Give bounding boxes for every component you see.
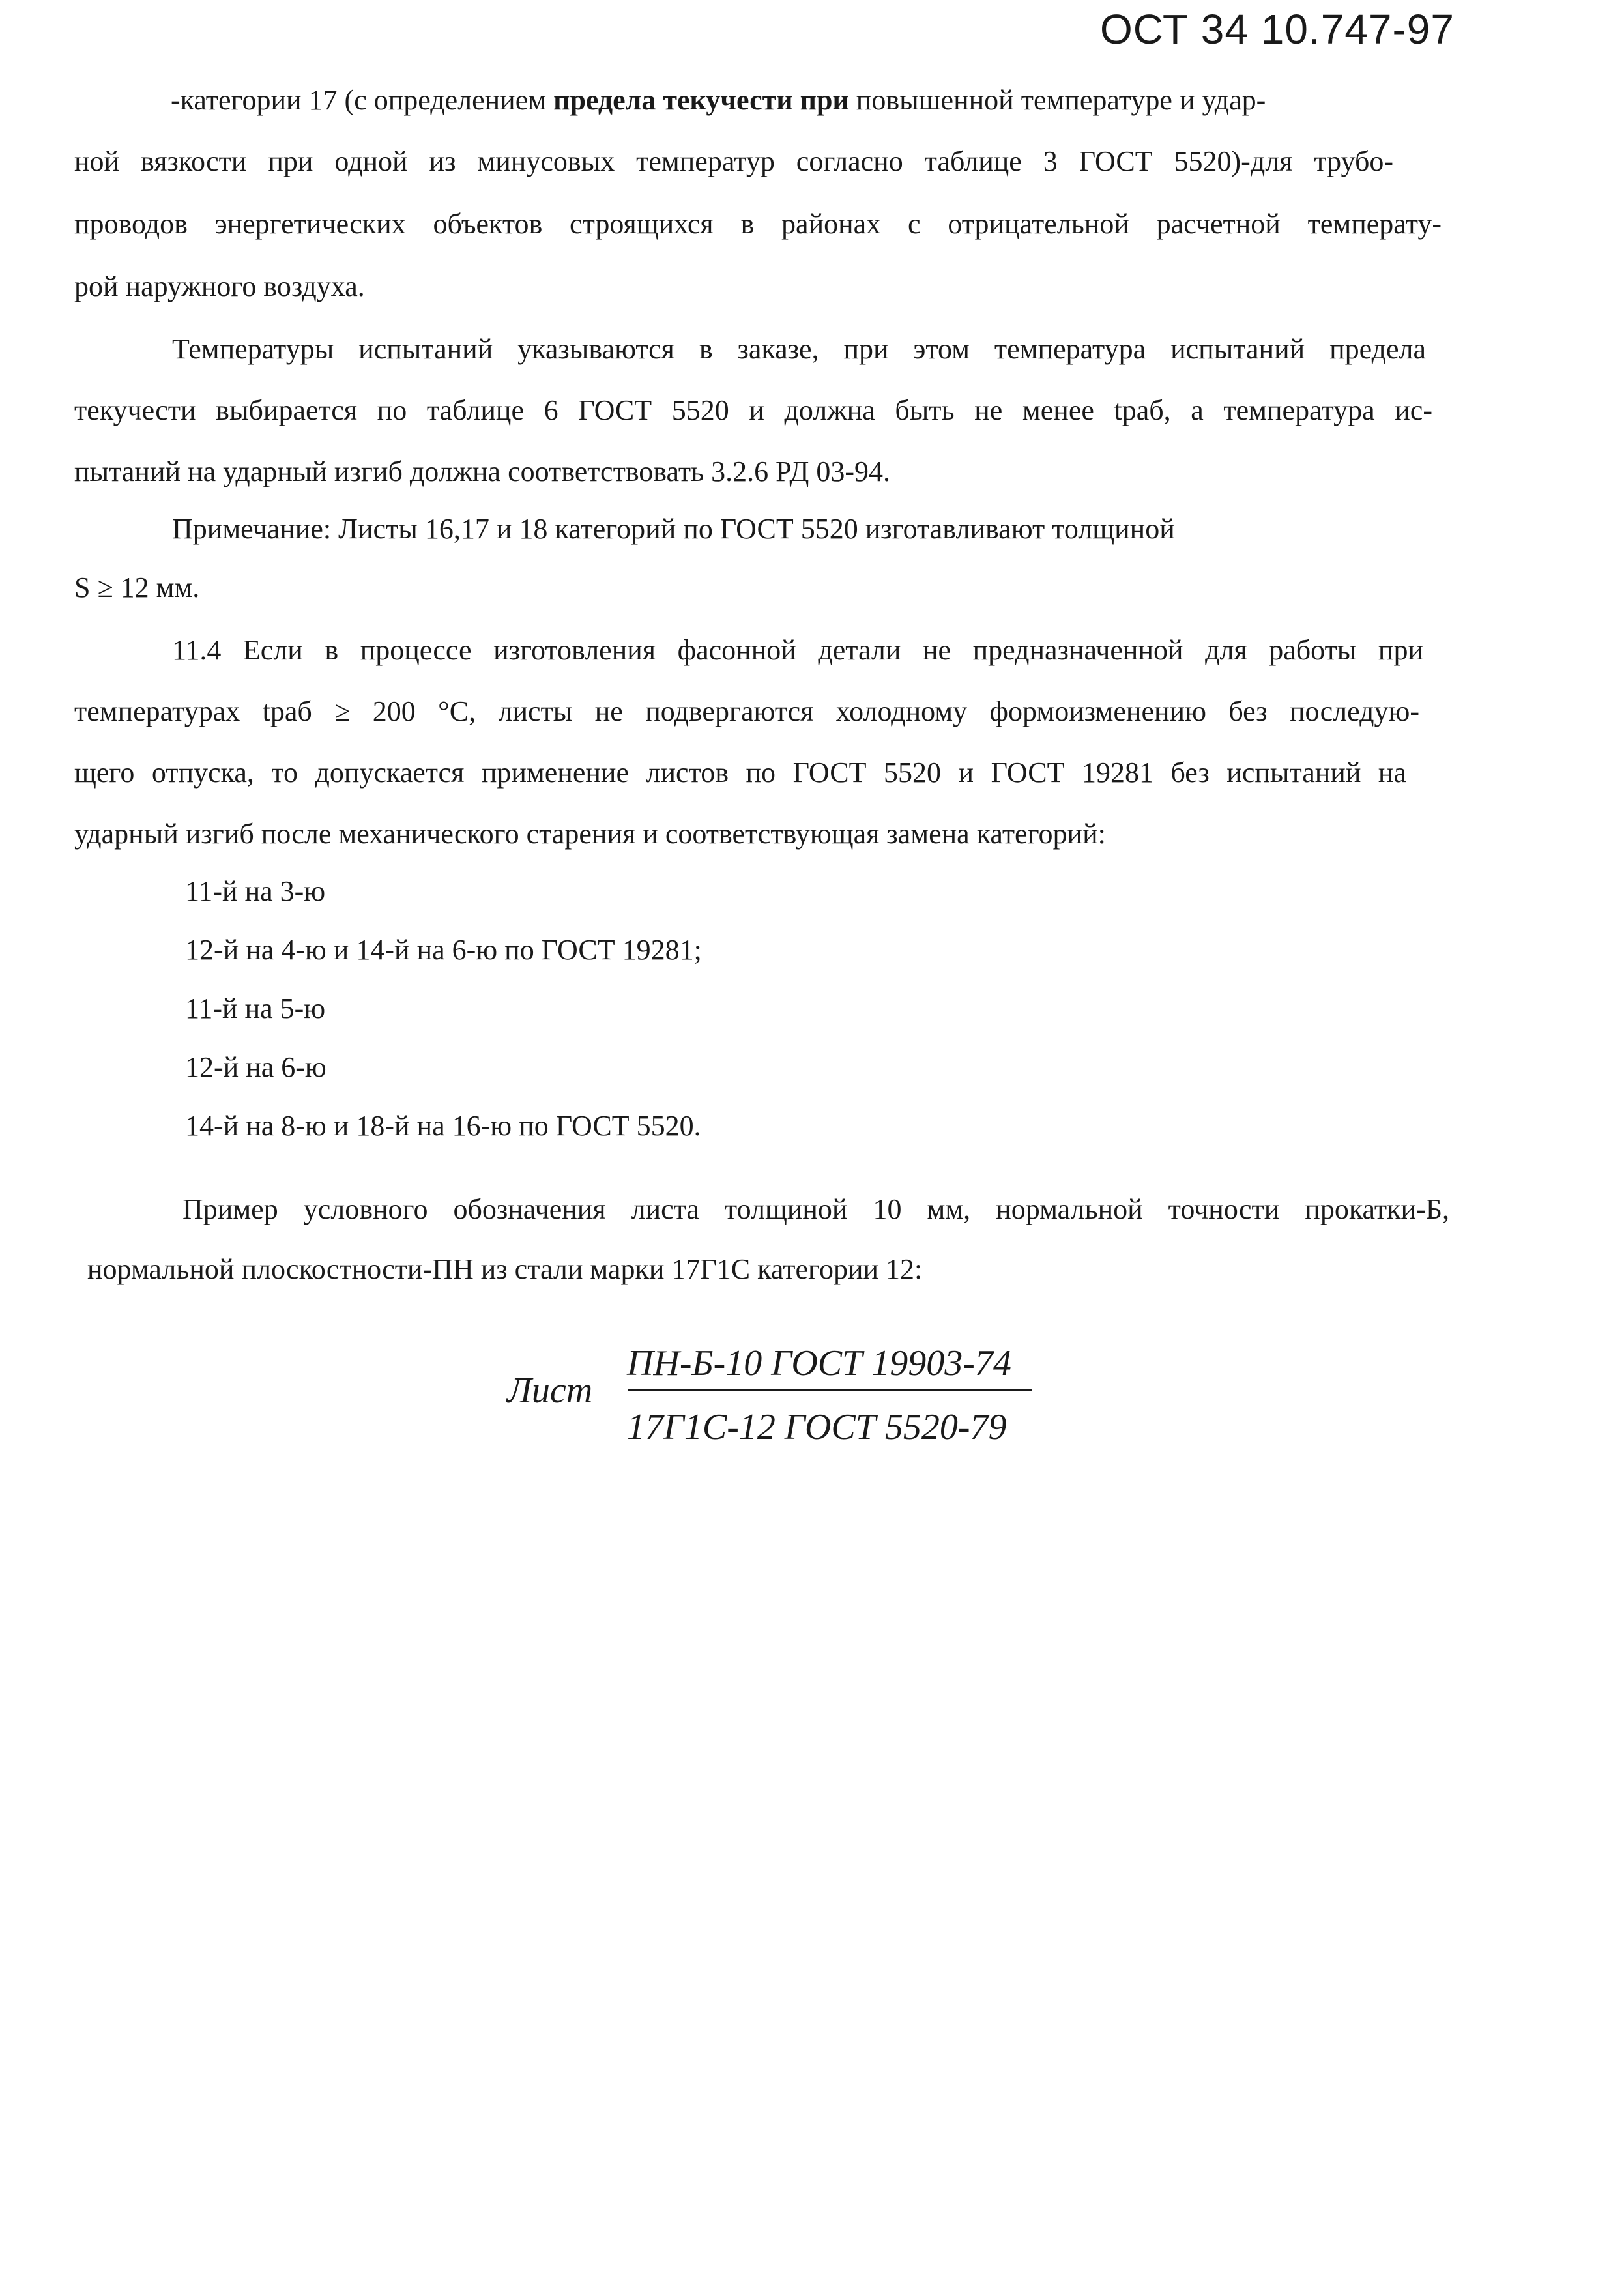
formula-numerator: ПН-Б-10 ГОСТ 19903-74 (627, 1343, 1011, 1384)
paragraph1-line3: проводов энергетических объектов строящихся в районах с отрицательной расчетной температу- (74, 208, 1442, 240)
paragraph2-line3: пытаний на ударный изгиб должна соответствовать 3.2.6 РД 03-94. (74, 456, 891, 487)
formula-fraction-line (628, 1389, 1032, 1391)
paragraph1-line1-bold: предела текучести при (553, 84, 849, 116)
section-11-4-line1: 11.4 Если в процессе изготовления фасонной детали не предназначенной для работы при (172, 634, 1423, 666)
paragraph1-line4: рой наружного воздуха. (74, 270, 365, 302)
paragraph1-line1-end: повышенной температуре и удар- (848, 84, 1266, 116)
example-line1: Пример условного обозначения листа толщиной 10 мм, нормальной точности прокатки-Б, (182, 1193, 1449, 1225)
section-11-4-line2: температурах tраб ≥ 200 °С, листы не подвергаются холодному формоизменению без последую- (74, 695, 1419, 727)
section-11-4-line3: щего отпуска, то допускается применение листов по ГОСТ 5520 и ГОСТ 19281 без испытаний на (74, 757, 1406, 789)
paragraph1-line1-start: -категории 17 (с определением (171, 84, 554, 116)
paragraph2-line1: Температуры испытаний указываются в заказе, при этом температура испытаний предела (172, 333, 1426, 365)
note-line2: S ≥ 12 мм. (74, 572, 200, 603)
paragraph2-line2: текучести выбирается по таблице 6 ГОСТ 5520 и должна быть не менее tраб, а температура ис- (74, 394, 1432, 426)
note-line1: Примечание: Листы 16,17 и 18 категорий по ГОСТ 5520 изготавливают толщиной (172, 513, 1175, 545)
formula-denominator: 17Г1С-12 ГОСТ 5520-79 (627, 1407, 1007, 1447)
paragraph1-line1 (171, 86, 1428, 115)
paragraph1-line2: ной вязкости при одной из минусовых температур согласно таблице 3 ГОСТ 5520)-для трубо- (74, 145, 1393, 177)
example-line2: нормальной плоскостности-ПН из стали марки 17Г1С категории 12: (87, 1253, 923, 1285)
section-11-4-line4: ударный изгиб после механического старения и соответствующая замена категорий: (74, 818, 1106, 850)
replacement-item: 14-й на 8-ю и 18-й на 16-ю по ГОСТ 5520. (185, 1110, 701, 1142)
replacement-item: 11-й на 5-ю (185, 993, 326, 1024)
replacement-item: 11-й на 3-ю (185, 875, 326, 907)
replacement-item: 12-й на 6-ю (185, 1051, 326, 1083)
replacement-item: 12-й на 4-ю и 14-й на 6-ю по ГОСТ 19281; (185, 934, 702, 966)
formula-word: Лист (507, 1370, 593, 1411)
document-code: ОСТ 34 10.747-97 (1100, 6, 1455, 53)
